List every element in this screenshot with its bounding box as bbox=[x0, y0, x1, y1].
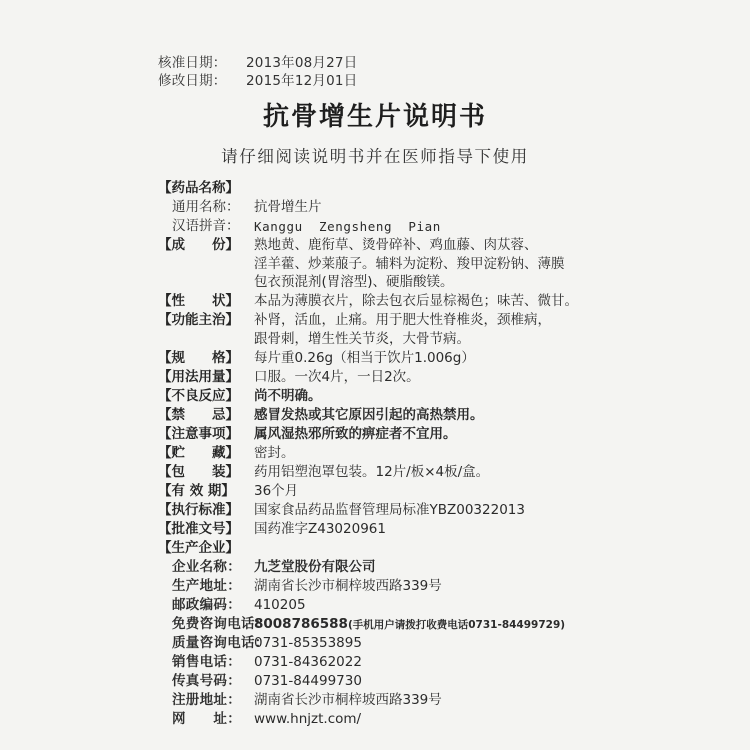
registered-address-label: 注册地址： bbox=[172, 692, 241, 708]
ingredients-line-3: 包衣预混剂(胃溶型)、硬脂酸镁。 bbox=[254, 274, 454, 290]
production-address-value: 湖南省长沙市桐梓坡西路339号 bbox=[254, 578, 442, 594]
website-value: www.hnjzt.com/ bbox=[254, 711, 362, 727]
adverse-label: 【不良反应】 bbox=[158, 388, 239, 404]
approval-no-label: 【批准文号】 bbox=[158, 521, 239, 537]
free-hotline-number: 8008786588 bbox=[254, 616, 348, 632]
description-label: 【性 状】 bbox=[158, 293, 239, 309]
ingredients-label: 【成 份】 bbox=[158, 237, 239, 253]
quality-hotline-value: 0731-85353895 bbox=[254, 635, 362, 651]
revision-date-value: 2015年12月01日 bbox=[246, 73, 358, 89]
free-hotline-value bbox=[254, 616, 565, 634]
production-address-label: 生产地址： bbox=[172, 578, 241, 594]
indications-label: 【功能主治】 bbox=[158, 312, 239, 328]
quality-hotline-label: 质量咨询电话： bbox=[172, 635, 269, 651]
free-hotline-label: 免费咨询电话： bbox=[172, 616, 269, 632]
storage-value: 密封。 bbox=[254, 445, 295, 461]
revision-date bbox=[158, 69, 357, 89]
sales-phone-value: 0731-84362022 bbox=[254, 654, 362, 670]
generic-name-value: 抗骨增生片 bbox=[254, 199, 322, 215]
registered-address-value: 湖南省长沙市桐梓坡西路339号 bbox=[254, 692, 442, 708]
standard-value: 国家食品药品监督管理局标准YBZ00322013 bbox=[254, 502, 525, 518]
pinyin-value: Kanggu Zengsheng Pian bbox=[254, 219, 441, 234]
contraindications-label: 【禁 忌】 bbox=[158, 407, 239, 423]
packaging-label: 【包 装】 bbox=[158, 464, 239, 480]
generic-name-label: 通用名称： bbox=[172, 199, 240, 215]
contraindications-value: 感冒发热或其它原因引起的高热禁用。 bbox=[254, 407, 484, 423]
fax-value: 0731-84499730 bbox=[254, 673, 362, 689]
ingredients-line-2: 淫羊藿、炒莱菔子。辅料为淀粉、羧甲淀粉钠、薄膜 bbox=[254, 256, 565, 272]
indications-line-1: 补肾，活血，止痛。用于肥大性脊椎炎，颈椎病， bbox=[254, 312, 551, 328]
ingredients-line-1: 熟地黄、鹿衔草、烫骨碎补、鸡血藤、肉苁蓉、 bbox=[254, 237, 538, 253]
approval-date bbox=[158, 51, 357, 71]
free-hotline-note: (手机用户请拨打收费电话0731-84499729) bbox=[347, 619, 566, 631]
validity-value: 36个月 bbox=[254, 483, 299, 499]
revision-date-label: 修改日期： bbox=[158, 73, 227, 89]
packaging-value: 药用铝塑泡罩包装。12片/板×4板/盒。 bbox=[254, 464, 490, 480]
sales-phone-label: 销售电话： bbox=[172, 654, 241, 670]
specification-label: 【规 格】 bbox=[158, 350, 239, 366]
indications-line-2: 跟骨刺，增生性关节炎，大骨节病。 bbox=[254, 331, 470, 347]
precautions-value: 属风湿热邪所致的痹症者不宜用。 bbox=[254, 426, 457, 442]
website-label: 网 址： bbox=[172, 711, 241, 727]
adverse-value: 尚不明确。 bbox=[254, 388, 322, 404]
company-name-label: 企业名称： bbox=[172, 559, 241, 575]
dosage-value: 口服。一次4片，一日2次。 bbox=[254, 369, 420, 385]
document-subtitle: 请仔细阅读说明书并在医师指导下使用 bbox=[221, 147, 529, 166]
storage-label: 【贮 藏】 bbox=[158, 445, 239, 461]
company-name-value: 九芝堂股份有限公司 bbox=[254, 559, 376, 575]
precautions-label: 【注意事项】 bbox=[158, 426, 239, 442]
standard-label: 【执行标准】 bbox=[158, 502, 239, 518]
approval-no-value: 国药准字Z43020961 bbox=[254, 521, 386, 537]
approval-date-label: 核准日期： bbox=[158, 55, 227, 71]
validity-label: 【有 效 期】 bbox=[158, 483, 235, 499]
description-value: 本品为薄膜衣片，除去包衣后显棕褐色；味苦、微甘。 bbox=[254, 293, 578, 309]
fax-label: 传真号码： bbox=[172, 673, 241, 689]
postal-code-value: 410205 bbox=[254, 597, 306, 613]
document-title: 抗骨增生片说明书 bbox=[262, 102, 487, 132]
postal-code-label: 邮政编码： bbox=[172, 597, 241, 613]
drug-name-header: 【药品名称】 bbox=[158, 180, 239, 196]
dosage-label: 【用法用量】 bbox=[158, 369, 239, 385]
approval-date-value: 2013年08月27日 bbox=[246, 55, 358, 71]
pinyin-label: 汉语拼音： bbox=[172, 218, 240, 234]
specification-value: 每片重0.26g（相当于饮片1.006g） bbox=[254, 350, 475, 366]
manufacturer-header: 【生产企业】 bbox=[158, 540, 239, 556]
